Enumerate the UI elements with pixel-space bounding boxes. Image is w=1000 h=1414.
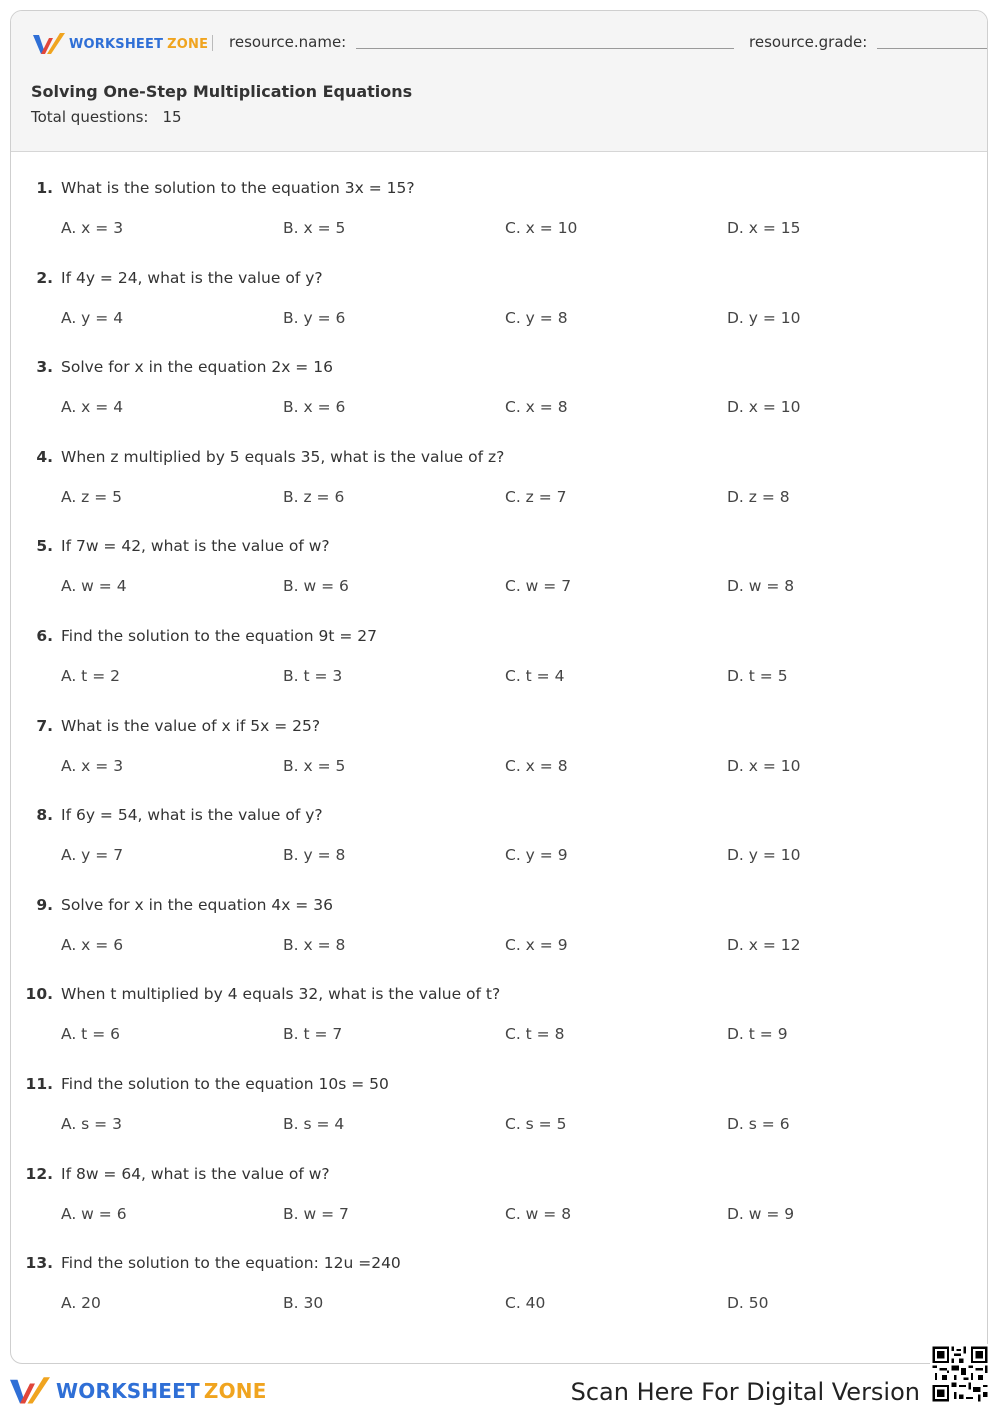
answer-options <box>61 936 961 958</box>
question-item <box>11 1071 987 1161</box>
answer-option[interactable]: D. 50 <box>727 1294 769 1313</box>
answer-option[interactable]: B. w = 7 <box>283 1204 349 1223</box>
answer-option[interactable]: A. x = 3 <box>61 756 124 775</box>
answer-option[interactable]: D. x = 10 <box>727 756 801 775</box>
answer-options <box>61 577 961 599</box>
total-questions-label: Total questions: <box>31 108 149 126</box>
answer-option[interactable]: D. z = 8 <box>727 487 790 506</box>
answer-option[interactable]: D. y = 10 <box>727 846 801 865</box>
question-item <box>11 533 987 623</box>
answer-option[interactable]: B. 30 <box>283 1294 324 1313</box>
answer-options <box>61 309 961 331</box>
answer-option[interactable]: A. 20 <box>61 1294 101 1313</box>
answer-option[interactable]: D. y = 10 <box>727 308 801 327</box>
answer-option[interactable]: D. t = 5 <box>727 666 788 685</box>
total-questions <box>31 108 182 126</box>
answer-option[interactable]: B. t = 7 <box>283 1025 343 1044</box>
brand-word-zone: ZONE <box>167 36 209 52</box>
question-list <box>11 175 987 1340</box>
question-item <box>11 175 987 265</box>
question-item <box>11 713 987 803</box>
footer-brand-word-zone: ZONE <box>203 1379 267 1403</box>
answer-option[interactable]: C. 40 <box>505 1294 546 1313</box>
question-number: 13. <box>25 1254 53 1273</box>
question-item <box>11 623 987 713</box>
resource-name-line[interactable] <box>356 48 734 49</box>
question-text: Find the solution to the equation 10s = 50 <box>61 1074 389 1093</box>
answer-option[interactable]: A. x = 4 <box>61 398 124 417</box>
question-text: What is the solution to the equation 3x = 15? <box>61 179 415 197</box>
answer-options <box>61 1205 961 1227</box>
answer-option[interactable]: A. x = 6 <box>61 935 124 954</box>
question-text: If 4y = 24, what is the value of y? <box>61 268 323 287</box>
answer-option[interactable]: A. t = 6 <box>61 1025 120 1044</box>
question-text: Solve for x in the equation 4x = 36 <box>61 895 333 914</box>
answer-option[interactable]: A. w = 6 <box>61 1204 127 1223</box>
question-text: Find the solution to the equation 9t = 27 <box>61 626 378 645</box>
answer-option[interactable]: D. s = 6 <box>727 1114 790 1133</box>
brand-word-worksheet: WORKSHEET <box>69 36 164 52</box>
answer-option[interactable]: D. w = 8 <box>727 577 795 596</box>
worksheet-zone-logo-icon <box>33 33 65 55</box>
answer-option[interactable]: B. y = 6 <box>283 308 346 327</box>
footer-brand <box>10 1376 267 1406</box>
question-number: 5. <box>36 537 53 556</box>
answer-option[interactable]: C. w = 8 <box>505 1204 572 1223</box>
answer-option[interactable]: B. x = 5 <box>283 219 346 237</box>
answer-option[interactable]: B. t = 3 <box>283 666 343 685</box>
resource-name-label: resource.name: <box>229 33 347 51</box>
worksheet-page <box>10 10 988 1364</box>
answer-option[interactable]: C. x = 8 <box>505 756 568 775</box>
answer-option[interactable]: C. x = 8 <box>505 398 568 417</box>
answer-option[interactable]: C. x = 9 <box>505 935 568 954</box>
total-questions-value: 15 <box>162 108 182 126</box>
answer-option[interactable]: A. y = 7 <box>61 846 124 865</box>
question-number: 6. <box>36 626 53 645</box>
footer-brand-name <box>56 1379 267 1403</box>
question-item <box>11 1161 987 1251</box>
question-text: If 6y = 54, what is the value of y? <box>61 806 323 825</box>
question-number: 7. <box>36 716 53 735</box>
answer-option[interactable]: C. t = 8 <box>505 1025 565 1044</box>
answer-options <box>61 757 961 779</box>
question-item <box>11 1250 987 1340</box>
question-number: 11. <box>25 1074 53 1093</box>
answer-options <box>61 846 961 868</box>
answer-option[interactable]: D. x = 15 <box>727 219 801 237</box>
question-item <box>11 892 987 982</box>
worksheet-zone-logo-icon <box>10 1376 50 1406</box>
qr-code-icon[interactable] <box>930 1344 990 1404</box>
question-item <box>11 444 987 534</box>
answer-options <box>61 219 961 241</box>
header-separator <box>212 35 213 51</box>
answer-option[interactable]: A. t = 2 <box>61 666 120 685</box>
answer-option[interactable]: A. z = 5 <box>61 487 123 506</box>
question-text: What is the value of x if 5x = 25? <box>61 716 321 735</box>
answer-option[interactable]: A. s = 3 <box>61 1114 122 1133</box>
worksheet-header <box>11 11 987 152</box>
question-text: When z multiplied by 5 equals 35, what is the value of z? <box>61 447 505 466</box>
question-text: Find the solution to the equation: 12u =240 <box>61 1254 401 1273</box>
question-text: Solve for x in the equation 2x = 16 <box>61 358 333 377</box>
resource-grade-line[interactable] <box>877 48 988 49</box>
answer-option[interactable]: C. w = 7 <box>505 577 572 596</box>
brand-name <box>69 37 208 52</box>
answer-option[interactable]: B. x = 8 <box>283 935 346 954</box>
answer-options <box>61 1115 961 1137</box>
answer-option[interactable]: C. x = 10 <box>505 219 578 237</box>
answer-option[interactable]: D. x = 10 <box>727 398 801 417</box>
answer-option[interactable]: B. w = 6 <box>283 577 349 596</box>
question-number: 12. <box>25 1164 53 1183</box>
header-brand <box>33 31 208 57</box>
question-item <box>11 802 987 892</box>
answer-option[interactable]: D. w = 9 <box>727 1204 795 1223</box>
answer-option[interactable]: D. t = 9 <box>727 1025 788 1044</box>
answer-option[interactable]: A. x = 3 <box>61 219 124 237</box>
answer-option[interactable]: B. z = 6 <box>283 487 345 506</box>
answer-option[interactable]: B. x = 6 <box>283 398 346 417</box>
answer-option[interactable]: C. y = 8 <box>505 308 568 327</box>
question-item <box>11 265 987 355</box>
answer-options <box>61 1025 961 1047</box>
question-text: If 7w = 42, what is the value of w? <box>61 537 330 556</box>
answer-option[interactable]: B. s = 4 <box>283 1114 345 1133</box>
answer-options <box>61 488 961 510</box>
resource-grade-label: resource.grade: <box>749 33 868 51</box>
worksheet-title: Solving One-Step Multiplication Equations <box>31 82 413 101</box>
answer-option[interactable]: B. x = 5 <box>283 756 346 775</box>
answer-option[interactable]: C. y = 9 <box>505 846 568 865</box>
answer-options <box>61 398 961 420</box>
question-number: 1. <box>36 179 53 197</box>
question-number: 4. <box>36 447 53 466</box>
question-number: 8. <box>36 806 53 825</box>
question-item <box>11 981 987 1071</box>
question-text: If 8w = 64, what is the value of w? <box>61 1164 330 1183</box>
question-number: 2. <box>36 268 53 287</box>
question-text: When t multiplied by 4 equals 32, what is the value of t? <box>61 985 501 1004</box>
scan-text: Scan Here For Digital Version <box>570 1378 920 1406</box>
answer-option[interactable]: A. w = 4 <box>61 577 127 596</box>
question-number: 3. <box>36 358 53 377</box>
answer-option[interactable]: C. z = 7 <box>505 487 567 506</box>
answer-option[interactable]: B. y = 8 <box>283 846 346 865</box>
answer-option[interactable]: C. s = 5 <box>505 1114 567 1133</box>
answer-options <box>61 1294 961 1316</box>
answer-option[interactable]: A. y = 4 <box>61 308 124 327</box>
question-number: 9. <box>36 895 53 914</box>
footer-brand-word-worksheet: WORKSHEET <box>56 1379 200 1403</box>
question-item <box>11 354 987 444</box>
question-number: 10. <box>25 985 53 1004</box>
answer-option[interactable]: C. t = 4 <box>505 666 565 685</box>
answer-option[interactable]: D. x = 12 <box>727 935 801 954</box>
answer-options <box>61 667 961 689</box>
